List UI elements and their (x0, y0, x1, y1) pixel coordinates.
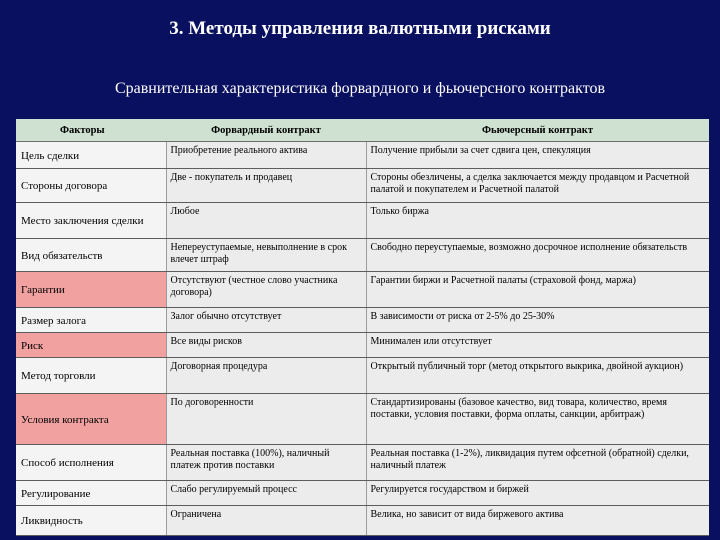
table-row (16, 481, 709, 506)
cell-factor: Место заключения сделки (16, 203, 166, 239)
cell-futures: Только биржа (366, 203, 709, 239)
cell-futures: Реальная поставка (1-2%), ликвидация путем офсетной (обратной) сделки, наличный платеж (366, 445, 709, 481)
cell-factor: Регулирование (16, 481, 166, 506)
header-factors: Факторы (16, 119, 166, 142)
cell-forward: Отсутствуют (честное слово участника договора) (166, 272, 366, 308)
table-row (16, 169, 709, 203)
cell-forward: Договорная процедура (166, 358, 366, 394)
comparison-table (16, 119, 709, 536)
cell-forward: Любое (166, 203, 366, 239)
table-row (16, 506, 709, 536)
cell-factor: Гарантии (16, 272, 166, 308)
cell-forward: Реальная поставка (100%), наличный платеж против поставки (166, 445, 366, 481)
cell-futures: Стороны обезличены, а сделка заключается между продавцом и Расчетной палатой и покупателем и Расчетной палатой (366, 169, 709, 203)
table-row (16, 239, 709, 272)
cell-forward: Приобретение реального актива (166, 142, 366, 169)
cell-futures: Стандартизированы (базовое качество, вид товара, количество, время поставки, условия поставки, форма оплаты, санкции, арбитраж) (366, 394, 709, 445)
cell-forward: Залог обычно отсутствует (166, 308, 366, 333)
comparison-table-container (16, 119, 709, 540)
slide-title: 3. Методы управления валютными рисками (169, 18, 551, 39)
cell-futures: Регулируется государством и биржей (366, 481, 709, 506)
cell-futures: Гарантии биржи и Расчетной палаты (страховой фонд, маржа) (366, 272, 709, 308)
header-futures: Фьючерсный контракт (366, 119, 709, 142)
cell-forward: Все виды рисков (166, 333, 366, 358)
cell-factor: Способ исполнения (16, 445, 166, 481)
table-row (16, 272, 709, 308)
table-row (16, 203, 709, 239)
cell-forward: Ограничена (166, 506, 366, 536)
cell-factor: Ликвидность (16, 506, 166, 536)
table-row (16, 358, 709, 394)
cell-futures: Свободно переуступаемые, возможно досрочное исполнение обязательств (366, 239, 709, 272)
cell-futures: Открытый публичный торг (метод открытого выкрика, двойной аукцион) (366, 358, 709, 394)
table-row (16, 142, 709, 169)
cell-factor: Вид обязательств (16, 239, 166, 272)
table-row (16, 333, 709, 358)
slide-subtitle: Сравнительная характеристика форвардного и фьючерсного контрактов (114, 80, 606, 97)
cell-factor: Метод торговли (16, 358, 166, 394)
cell-factor: Размер залога (16, 308, 166, 333)
cell-factor: Условия контракта (16, 394, 166, 445)
table-header-row (16, 119, 709, 142)
cell-futures: Велика, но зависит от вида биржевого актива (366, 506, 709, 536)
cell-futures: В зависимости от риска от 2-5% до 25-30% (366, 308, 709, 333)
cell-forward: Непереуступаемые, невыполнение в срок влечет штраф (166, 239, 366, 272)
cell-futures: Минимален или отсутствует (366, 333, 709, 358)
cell-forward: По договоренности (166, 394, 366, 445)
cell-forward: Слабо регулируемый процесс (166, 481, 366, 506)
cell-factor: Риск (16, 333, 166, 358)
table-row (16, 445, 709, 481)
cell-factor: Цель сделки (16, 142, 166, 169)
header-forward: Форвардный контракт (166, 119, 366, 142)
table-row (16, 394, 709, 445)
cell-forward: Две - покупатель и продавец (166, 169, 366, 203)
cell-factor: Стороны договора (16, 169, 166, 203)
table-row (16, 308, 709, 333)
cell-futures: Получение прибыли за счет сдвига цен, спекуляция (366, 142, 709, 169)
